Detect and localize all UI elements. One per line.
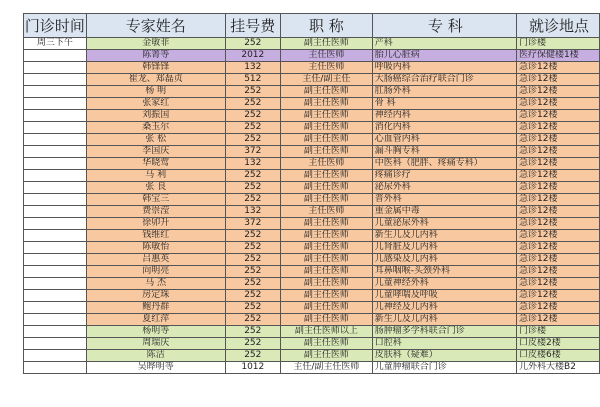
title-cell: 副主任医师	[280, 278, 372, 290]
time-cell: 周三下午	[24, 38, 87, 50]
specialty-cell: 骨 科	[372, 98, 516, 110]
specialty-cell: 重金属中毒	[372, 206, 516, 218]
location-cell: 急诊12楼	[517, 314, 600, 326]
location-cell: 急诊12楼	[517, 86, 600, 98]
title-cell: 主任医师	[280, 62, 372, 74]
table-row	[24, 38, 600, 50]
doctor-name-cell: 鲍丹群	[86, 302, 225, 314]
title-cell: 副主任医师	[280, 86, 372, 98]
fee-cell: 252	[225, 242, 280, 254]
doctor-name-cell: 韩锋锋	[86, 62, 225, 74]
table-row	[24, 290, 600, 302]
table-row	[24, 338, 600, 350]
doctor-name-cell: 桑玉尔	[86, 122, 225, 134]
table-row	[24, 158, 600, 170]
time-cell	[24, 194, 87, 206]
specialty-cell: 泌尿外科	[372, 182, 516, 194]
doctor-name-cell: 徐卯升	[86, 218, 225, 230]
fee-cell: 2012	[225, 50, 280, 62]
title-cell: 主任医师	[280, 50, 372, 62]
specialty-cell: 呼吸内科	[372, 62, 516, 74]
time-cell	[24, 50, 87, 62]
title-cell: 副主任医师	[280, 266, 372, 278]
doctor-name-cell: 崔龙、郑磊贞	[86, 74, 225, 86]
table-row	[24, 218, 600, 230]
title-cell: 主任医师	[280, 206, 372, 218]
time-cell	[24, 182, 87, 194]
location-cell: 急诊12楼	[517, 218, 600, 230]
specialty-cell: 新生儿及儿内科	[372, 230, 516, 242]
location-cell: 急诊12楼	[517, 278, 600, 290]
title-cell: 副主任医师	[280, 122, 372, 134]
time-cell	[24, 302, 87, 314]
time-cell	[24, 242, 87, 254]
doctor-name-cell: 张家红	[86, 98, 225, 110]
fee-cell: 132	[225, 206, 280, 218]
time-cell	[24, 326, 87, 338]
table-row	[24, 62, 600, 74]
specialty-cell: 大肠癌综合治疗联合门诊	[372, 74, 516, 86]
fee-cell: 252	[225, 170, 280, 182]
doctor-name-cell: 韩宝三	[86, 194, 225, 206]
location-cell: 急诊12楼	[517, 134, 600, 146]
title-cell: 副主任医师	[280, 338, 372, 350]
title-cell: 副主任医师	[280, 98, 372, 110]
doctor-name-cell: 金敏菲	[86, 38, 225, 50]
doctor-name-cell: 吕惠英	[86, 254, 225, 266]
clinic-schedule-table	[23, 13, 600, 374]
location-cell: 急诊12楼	[517, 242, 600, 254]
time-cell	[24, 86, 87, 98]
specialty-cell: 耳鼻咽喉-头颈外科	[372, 266, 516, 278]
fee-cell: 252	[225, 38, 280, 50]
specialty-cell: 儿童哮喘及呼吸	[372, 290, 516, 302]
title-cell: 副主任医师	[280, 38, 372, 50]
doctor-name-cell: 华晓莺	[86, 158, 225, 170]
title-cell: 副主任医师	[280, 146, 372, 158]
location-cell: 急诊12楼	[517, 182, 600, 194]
table-row	[24, 146, 600, 158]
fee-cell: 252	[225, 350, 280, 362]
table-row	[24, 278, 600, 290]
title-cell: 副主任医师	[280, 350, 372, 362]
title-cell: 副主任医师	[280, 194, 372, 206]
specialty-cell: 产科	[372, 38, 516, 50]
table-row	[24, 110, 600, 122]
location-cell: 急诊12楼	[517, 74, 600, 86]
doctor-name-cell: 杨明等	[86, 326, 225, 338]
location-cell: 急诊12楼	[517, 290, 600, 302]
location-cell: 医疗保健楼1楼	[517, 50, 600, 62]
title-cell: 主任/副主任	[280, 74, 372, 86]
table-row	[24, 266, 600, 278]
fee-cell: 252	[225, 338, 280, 350]
specialty-cell: 儿童神经外科	[372, 278, 516, 290]
fee-cell: 372	[225, 218, 280, 230]
fee-cell: 252	[225, 254, 280, 266]
specialty-cell: 心血管内科	[372, 134, 516, 146]
table-row	[24, 194, 600, 206]
location-cell: 急诊12楼	[517, 254, 600, 266]
specialty-cell: 疼痛诊疗	[372, 170, 516, 182]
location-cell: 急诊12楼	[517, 230, 600, 242]
time-cell	[24, 314, 87, 326]
fee-cell: 252	[225, 182, 280, 194]
location-cell: 口皮楼6楼	[517, 350, 600, 362]
table-row	[24, 86, 600, 98]
doctor-name-cell: 刘振国	[86, 110, 225, 122]
location-cell: 门诊楼	[517, 326, 600, 338]
table-row	[24, 230, 600, 242]
title-cell: 主任医师	[280, 158, 372, 170]
table-row	[24, 302, 600, 314]
table-row	[24, 74, 600, 86]
fee-cell: 512	[225, 74, 280, 86]
table-row	[24, 98, 600, 110]
specialty-cell: 普外科	[372, 194, 516, 206]
table-row	[24, 350, 600, 362]
time-cell	[24, 350, 87, 362]
title-cell: 副主任医师	[280, 230, 372, 242]
doctor-name-cell: 陈洁	[86, 350, 225, 362]
title-cell: 副主任医师	[280, 290, 372, 302]
doctor-name-cell: 张 松	[86, 134, 225, 146]
location-cell: 口皮楼2楼	[517, 338, 600, 350]
table-row	[24, 170, 600, 182]
fee-cell: 252	[225, 230, 280, 242]
doctor-name-cell: 马 杰	[86, 278, 225, 290]
header-specialty: 专 科	[372, 14, 516, 38]
specialty-cell: 胎儿心脏病	[372, 50, 516, 62]
specialty-cell: 肠肿瘤多学科联合门诊	[372, 326, 516, 338]
time-cell	[24, 218, 87, 230]
time-cell	[24, 146, 87, 158]
fee-cell: 252	[225, 98, 280, 110]
time-cell	[24, 122, 87, 134]
doctor-name-cell: 夏红萍	[86, 314, 225, 326]
title-cell: 主任/副主任医师	[280, 362, 372, 374]
specialty-cell: 新生儿及儿内科	[372, 314, 516, 326]
specialty-cell: 儿感染及儿内科	[372, 254, 516, 266]
doctor-name-cell: 李国庆	[86, 146, 225, 158]
header-row	[24, 14, 600, 38]
title-cell: 副主任医师以上	[280, 326, 372, 338]
table-row	[24, 206, 600, 218]
fee-cell: 132	[225, 62, 280, 74]
title-cell: 副主任医师	[280, 218, 372, 230]
doctor-name-cell: 钱维红	[86, 230, 225, 242]
location-cell: 急诊12楼	[517, 302, 600, 314]
table-row	[24, 326, 600, 338]
fee-cell: 252	[225, 194, 280, 206]
location-cell: 急诊12楼	[517, 266, 600, 278]
table-row	[24, 254, 600, 266]
title-cell: 副主任医师	[280, 170, 372, 182]
time-cell	[24, 158, 87, 170]
specialty-cell: 儿肾脏及儿内科	[372, 242, 516, 254]
time-cell	[24, 206, 87, 218]
specialty-cell: 儿神经及儿内科	[372, 302, 516, 314]
table-row	[24, 242, 600, 254]
time-cell	[24, 134, 87, 146]
table-row	[24, 122, 600, 134]
location-cell: 急诊12楼	[517, 98, 600, 110]
location-cell: 急诊12楼	[517, 62, 600, 74]
fee-cell: 252	[225, 302, 280, 314]
location-cell: 急诊12楼	[517, 170, 600, 182]
doctor-name-cell: 吴晔明等	[86, 362, 225, 374]
location-cell: 急诊12楼	[517, 110, 600, 122]
header-title: 职 称	[280, 14, 372, 38]
time-cell	[24, 290, 87, 302]
doctor-name-cell: 马 利	[86, 170, 225, 182]
time-cell	[24, 362, 87, 374]
fee-cell: 252	[225, 314, 280, 326]
fee-cell: 132	[225, 158, 280, 170]
location-cell: 儿外科大楼B2	[517, 362, 600, 374]
doctor-name-cell: 房定珠	[86, 290, 225, 302]
specialty-cell: 漏斗胸专科	[372, 146, 516, 158]
fee-cell: 372	[225, 146, 280, 158]
time-cell	[24, 230, 87, 242]
table-row	[24, 134, 600, 146]
table-row	[24, 182, 600, 194]
specialty-cell: 消化内科	[372, 122, 516, 134]
header-name: 专家姓名	[86, 14, 225, 38]
fee-cell: 252	[225, 290, 280, 302]
fee-cell: 1012	[225, 362, 280, 374]
time-cell	[24, 74, 87, 86]
specialty-cell: 口腔科	[372, 338, 516, 350]
specialty-cell: 儿童肿瘤联合门诊	[372, 362, 516, 374]
doctor-name-cell: 杨 明	[86, 86, 225, 98]
title-cell: 副主任医师	[280, 314, 372, 326]
fee-cell: 252	[225, 134, 280, 146]
time-cell	[24, 278, 87, 290]
location-cell: 急诊12楼	[517, 158, 600, 170]
title-cell: 副主任医师	[280, 182, 372, 194]
doctor-name-cell: 费崇滢	[86, 206, 225, 218]
title-cell: 副主任医师	[280, 134, 372, 146]
header-fee: 挂号费	[225, 14, 280, 38]
title-cell: 副主任医师	[280, 302, 372, 314]
specialty-cell: 儿童泌尿外科	[372, 218, 516, 230]
specialty-cell: 肛肠外科	[372, 86, 516, 98]
title-cell: 副主任医师	[280, 242, 372, 254]
title-cell: 副主任医师	[280, 254, 372, 266]
fee-cell: 252	[225, 278, 280, 290]
time-cell	[24, 266, 87, 278]
time-cell	[24, 338, 87, 350]
location-cell: 急诊12楼	[517, 194, 600, 206]
doctor-name-cell: 陈敏怡	[86, 242, 225, 254]
doctor-name-cell: 周瑞庆	[86, 338, 225, 350]
specialty-cell: 神经内科	[372, 110, 516, 122]
table-row	[24, 314, 600, 326]
title-cell: 副主任医师	[280, 110, 372, 122]
time-cell	[24, 98, 87, 110]
fee-cell: 252	[225, 110, 280, 122]
table-row	[24, 362, 600, 374]
table-row	[24, 50, 600, 62]
header-location: 就诊地点	[517, 14, 600, 38]
doctor-name-cell: 向明亮	[86, 266, 225, 278]
location-cell: 急诊12楼	[517, 206, 600, 218]
doctor-name-cell: 陈箐等	[86, 50, 225, 62]
header-time: 门诊时间	[24, 14, 87, 38]
location-cell: 急诊12楼	[517, 146, 600, 158]
time-cell	[24, 62, 87, 74]
doctor-name-cell: 张 良	[86, 182, 225, 194]
specialty-cell: 中医科（肥胖、疼痛专科）	[372, 158, 516, 170]
specialty-cell: 皮肤科（疑难）	[372, 350, 516, 362]
fee-cell: 252	[225, 266, 280, 278]
fee-cell: 252	[225, 326, 280, 338]
location-cell: 急诊12楼	[517, 122, 600, 134]
fee-cell: 252	[225, 86, 280, 98]
time-cell	[24, 170, 87, 182]
location-cell: 门诊楼	[517, 38, 600, 50]
time-cell	[24, 254, 87, 266]
time-cell	[24, 110, 87, 122]
fee-cell: 252	[225, 122, 280, 134]
